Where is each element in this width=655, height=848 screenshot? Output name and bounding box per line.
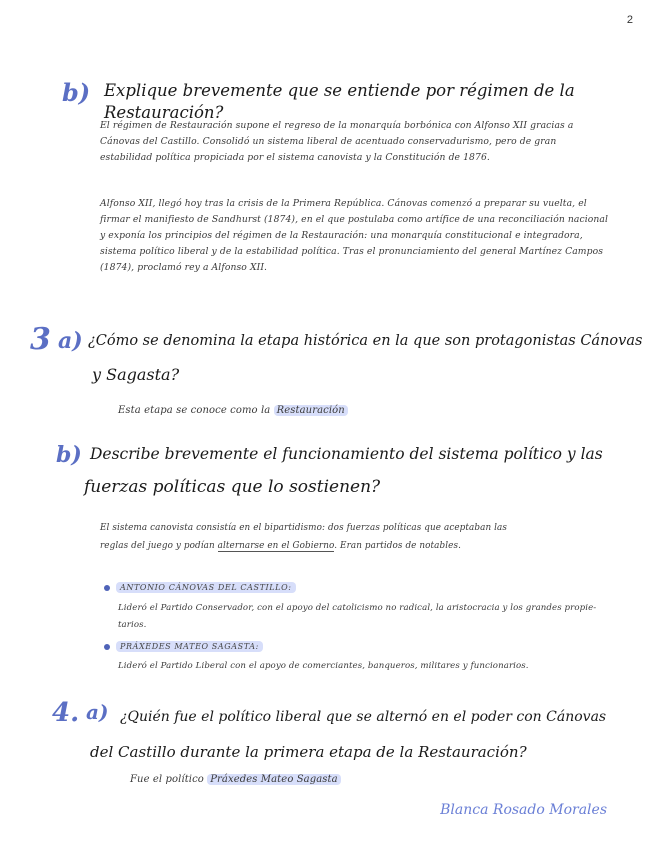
- bullet-sagasta-text-1: Lideró el Partido Liberal con el apoyo de comerciantes, banqueros, militares y funcionarios.: [118, 661, 529, 671]
- bullet-sagasta: [104, 641, 263, 652]
- bullet-dot-icon: [104, 644, 110, 650]
- page-number: 2: [626, 14, 633, 26]
- q4a-answer: [130, 772, 341, 788]
- q4-number: 4.: [52, 698, 80, 728]
- q2b-paragraph-2: Alfonso XII, llegó hoy tras la crisis de la Primera República. Cánovas comenzó a preparar su vuelta, el firmar el manifiesto de Sandhurst (1874), en el que postulaba como artífice de una reconciliación nacional y exponía los principios del régimen de la Restauración: una monarquía constitucional e integradora, sistema político liberal y de la estabilidad política. Tras el pronunciamiento del general Martínez Campos (1874), proclamó rey a Alfonso XII.: [100, 198, 609, 273]
- bullet-canovas-text-1: Lideró el Partido Conservador, con el apoyo del catolicismo no radical, la aristocracia y los grandes propie-: [118, 603, 597, 613]
- q4a-label: a): [86, 700, 109, 724]
- signature: Blanca Rosado Morales: [440, 802, 607, 818]
- q3a-label: a): [58, 328, 83, 354]
- q2b-paragraph-1: El régimen de Restauración supone el regreso de la monarquía borbónica con Alfonso XII gracias a Cánovas del Castillo. Consolidó un sistema liberal de acentuado conservadurismo, pero de gran estabilidad política propiciada por el sistema canovista y la Constitución de 1876.: [100, 120, 574, 163]
- bullet-canovas: [104, 582, 296, 593]
- q3a-question-line1: ¿Cómo se denomina la etapa histórica en la que son protagonistas Cánovas: [88, 333, 643, 349]
- bullet-canovas-text-2: tarios.: [118, 620, 147, 630]
- q4a-question-line2: del Castillo durante la primera etapa de la Restauración?: [90, 743, 527, 761]
- q3b-answer-underlined: alternarse en el Gobierno: [217, 541, 335, 551]
- q3b-answer-line2: [100, 538, 620, 554]
- q3b-question-line1: Describe brevemente el funcionamiento del sistema político y las: [90, 445, 603, 463]
- q3b-answer-line2-a: reglas del juego y podían: [100, 541, 215, 551]
- q3a-answer-highlight: Restauración: [274, 405, 348, 416]
- bullet-sagasta-tag: PRÁXEDES MATEO SAGASTA:: [116, 641, 263, 652]
- q3a-question-line2: y Sagasta?: [92, 365, 180, 384]
- q3-number: 3: [30, 322, 51, 357]
- q4a-answer-prefix: Fue el político: [130, 774, 204, 785]
- q2b-question: Explique brevemente que se entiende por régimen de la Restauración?: [104, 81, 575, 123]
- q3b-answer-line1: El sistema canovista consistía en el bipartidismo: dos fuerzas políticas que aceptaban las: [100, 523, 507, 533]
- bullet-canovas-tag: ANTONIO CÁNOVAS DEL CASTILLO:: [116, 582, 296, 593]
- bullet-dot-icon: [104, 585, 110, 591]
- q3b-question-line2: fuerzas políticas que lo sostienen?: [84, 477, 381, 497]
- q3a-answer: [118, 403, 348, 419]
- q3b-answer-line2-b: . Eran partidos de notables.: [334, 541, 461, 551]
- q3a-answer-prefix: Esta etapa se conoce como la: [118, 405, 271, 416]
- q4a-question-line1: ¿Quién fue el político liberal que se alternó en el poder con Cánovas: [120, 709, 607, 725]
- q2b-label: b): [62, 78, 91, 107]
- q4a-answer-highlight: Práxedes Mateo Sagasta: [207, 774, 340, 785]
- q3b-label: b): [56, 442, 82, 468]
